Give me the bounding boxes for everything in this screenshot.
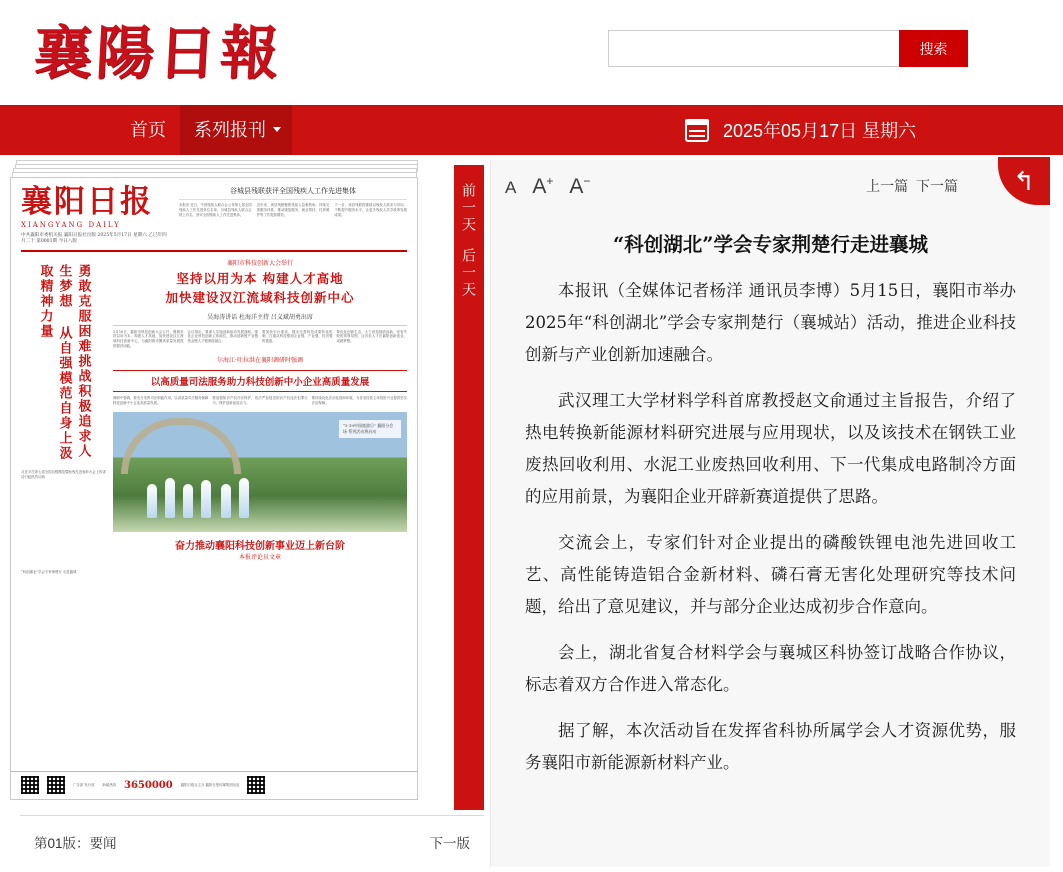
article-paragraph: 武汉理工大学材料学科首席教授赵文俞通过主旨报告，介绍了热电转换新能源材料研究进展与应用现状，以及该技术在钢铁工业废热回收利用、水泥工业废热回收利用、下一代集成电路制冷方面的应用前景，为襄阳企业开辟新赛道提供了思路。 xyxy=(525,391,1016,507)
qr-code-icon xyxy=(47,776,65,794)
font-size-decrease-label: A xyxy=(569,174,584,198)
newspaper-band2: 奋力推动襄阳科技创新事业迈上新台阶 xyxy=(175,541,345,553)
newspaper-filler-text: 要加强知识产权司法保护，依法严惩侵犯知识产权违法犯罪行为，保护创新创造活力。 xyxy=(212,396,308,406)
newspaper-band2-sub: 本报评论员文章 xyxy=(238,554,281,562)
article-toolbar xyxy=(491,160,1050,212)
newspaper-filler-text: 调研中强调，要充分发挥司法职能作用，以高质量司法服务保障科技创新中小企业高质量发展。 xyxy=(113,396,209,406)
newspaper-photo xyxy=(113,412,407,532)
article-paragraph: 会上，湖北省复合材料学会与襄城区科协签订战略合作协议，标志着双方合作进入常态化。 xyxy=(525,643,1016,695)
newspaper-footer-note-left: 广告部 发行部 xyxy=(73,782,95,787)
newspaper-kicker: 襄阳市科技创新大会举行 xyxy=(226,260,293,267)
back-arrow-icon[interactable]: ↰ xyxy=(998,157,1050,205)
newspaper-filler-text: 会议指出，要深入实施创新驱动发展战略，强化企业科技创新主体地位，推动创新链产业链资金链人才链深度融合。 xyxy=(187,329,258,344)
font-size-normal-button[interactable]: A xyxy=(505,177,517,197)
newspaper-band1-kicker: 尔海江·吐拉洪在襄阳调研时强调 xyxy=(217,357,303,365)
newspaper-filler-text: 要加快平台建设，健全完善科技成果转化机制，打通从科技强到企业强、产业强、经济强的通道。 xyxy=(262,329,333,344)
current-date: 2025年05月17日 星期六 xyxy=(723,121,917,141)
newspaper-subheadline: 吴海涛讲话 杜海洋主持 吕义斌胡勇出席 xyxy=(113,312,407,326)
next-page-button[interactable]: 下一版 xyxy=(429,835,470,851)
newspaper-hotline-number: 3650000 xyxy=(123,779,173,791)
newspaper-filler-text: 5月16日，襄阳市科技创新大会召开，强调坚持以用为本，构建人才高地，加快建设汉江流域科技创新中心，为襄阳都市圈高质量发展提供强劲动能。 xyxy=(113,329,184,349)
newspaper-photo-caption: “5·19中国旅游日” 襄阳分会场 系列活动将启动 xyxy=(339,420,401,438)
newspaper-preview-panel xyxy=(10,160,477,851)
newspaper-columns xyxy=(113,330,407,350)
newspaper-headline-1: 坚持以用为本 构建人才高地 xyxy=(176,271,344,286)
font-size-decrease-sup: − xyxy=(583,173,591,188)
article-paragraph: 交流会上，专家们针对企业提出的磷酸铁锂电池先进回收工艺、高性能铸造铝合金新材料、磷石膏无害化处理研究等技术问题，给出了意见建议，并与部分企业达成初步合作意向。 xyxy=(525,533,1016,617)
newspaper-filler-text: 近年来，该县残联聚焦残疾人急难愁盼，持续完善服务体系，推动康复服务、就业帮扶、托养照护等工作提质增效。 xyxy=(256,203,330,217)
newspaper-left-caption: 习近平在第七届全国自强模范暨助残先进表彰大会上的讲话引起热烈反响 xyxy=(21,470,106,479)
font-size-controls xyxy=(505,174,590,199)
newspaper-headline-2: 加快建设汉江流域科技创新中心 xyxy=(165,289,355,305)
main-nav xyxy=(0,105,1063,155)
prev-article-button[interactable]: 上一篇 xyxy=(866,178,909,194)
newspaper-filler-text: 下一步，该县残联将继续以残疾人需求为导向，不断提升服务水平，让更多残疾人共享改革发展成果。 xyxy=(334,203,408,217)
newspaper-masthead-pinyin: XIANGYANG DAILY xyxy=(21,220,121,229)
photo-arch-shape xyxy=(121,418,241,474)
chevron-down-icon xyxy=(273,127,281,132)
article-paragraph: 据了解，本次活动旨在发挥省科协所属学会人才资源优势，服务襄阳市新能源新材料产业。 xyxy=(525,721,1016,773)
qr-code-icon xyxy=(247,776,265,794)
body-area xyxy=(0,155,1063,872)
search-input[interactable] xyxy=(608,30,899,67)
newspaper-columns-2 xyxy=(113,396,407,406)
site-logo[interactable]: 襄陽日報 xyxy=(32,18,284,87)
newspaper-hotline-label: 新闻热线 xyxy=(102,782,116,787)
newspaper-body xyxy=(21,258,407,564)
font-size-increase-sup: + xyxy=(546,173,554,188)
newspaper-masthead xyxy=(21,186,407,252)
article-body xyxy=(491,275,1050,779)
newspaper-main-column xyxy=(113,258,407,564)
font-size-increase-button[interactable] xyxy=(532,174,553,199)
font-size-decrease-button[interactable] xyxy=(569,174,590,199)
newspaper-band1: 以高质量司法服务助力科技创新中小企业高质量发展 xyxy=(113,370,407,392)
font-size-increase-label: A xyxy=(532,174,547,198)
article-panel xyxy=(490,160,1050,867)
newspaper-filler-text: 要持续优化法治化营商环境，为各类经营主体投资兴业提供坚实法治保障。 xyxy=(311,396,407,406)
site-header xyxy=(0,0,1063,105)
newspaper-left-column xyxy=(21,258,107,564)
article-paragraph: 本报讯（全媒体记者杨洋 通讯员李博）5月15日，襄阳市举办2025年“科创湖北”学会专家荆楚行（襄城站）活动，推进企业科技创新与产业创新加速融合。 xyxy=(525,281,1016,365)
newspaper-meta: 中共襄阳市委机关报 襄阳日报社出版 2025年5月17日 星期六 乙巳年四月二十 第0001期 今日八版 xyxy=(21,232,167,245)
nav-item-series[interactable] xyxy=(180,105,292,155)
prev-day-button[interactable]: 前一天 xyxy=(461,183,477,234)
edition-footer xyxy=(20,815,484,867)
newspaper-filler-text: 本报讯 近日，中国残疾人联合会公布第七届全国残疾人工作先进单位名单，谷城县残疾人联合会榜上有名，获评全国残疾人工作先进集体。 xyxy=(179,203,252,217)
nav-item-series-label: 系列报刊 xyxy=(194,120,266,140)
day-navigation-tab xyxy=(454,165,484,810)
search-box xyxy=(608,30,968,67)
newspaper-top-right-columns xyxy=(179,203,407,218)
newspaper-footer-note-right: 襄阳日报社主办 襄阳日报传媒集团出品 xyxy=(180,782,240,787)
article-pager xyxy=(862,176,958,196)
newspaper-footer xyxy=(11,771,417,799)
calendar-icon[interactable] xyxy=(685,119,709,142)
qr-code-icon xyxy=(21,776,39,794)
next-article-button[interactable]: 下一篇 xyxy=(916,178,958,194)
search-button[interactable]: 搜索 xyxy=(899,30,968,67)
newspaper-filler-text: 要优化创新生态，大力营造鼓励创新、宽容失败的浓厚氛围，让各类人才在襄阳创新创业、成就梦想。 xyxy=(336,329,407,344)
edition-label[interactable]: 第01版：要闻 xyxy=(34,835,117,851)
article-title: “科创湖北”学会专家荆楚行走进襄城 xyxy=(613,233,928,256)
next-day-button[interactable]: 后一天 xyxy=(461,248,477,299)
date-display xyxy=(685,105,916,155)
newspaper-masthead-title: 襄阳日报 xyxy=(21,184,153,220)
nav-item-home[interactable]: 首页 xyxy=(130,120,166,140)
newspaper-top-right xyxy=(179,186,407,218)
newspaper-top-right-headline: 谷城县残联获评全国残疾人工作先进集体 xyxy=(179,186,407,200)
newspaper-left-headline: 勇敢克服困难挑战积极追求人生梦想 从自强模范自身上汲取精神力量 xyxy=(37,264,91,461)
newspaper-page-image[interactable] xyxy=(10,177,418,800)
newspaper-bottom-left-item: “科创湖北”学会专家荆楚行 走进襄城 xyxy=(21,570,77,575)
